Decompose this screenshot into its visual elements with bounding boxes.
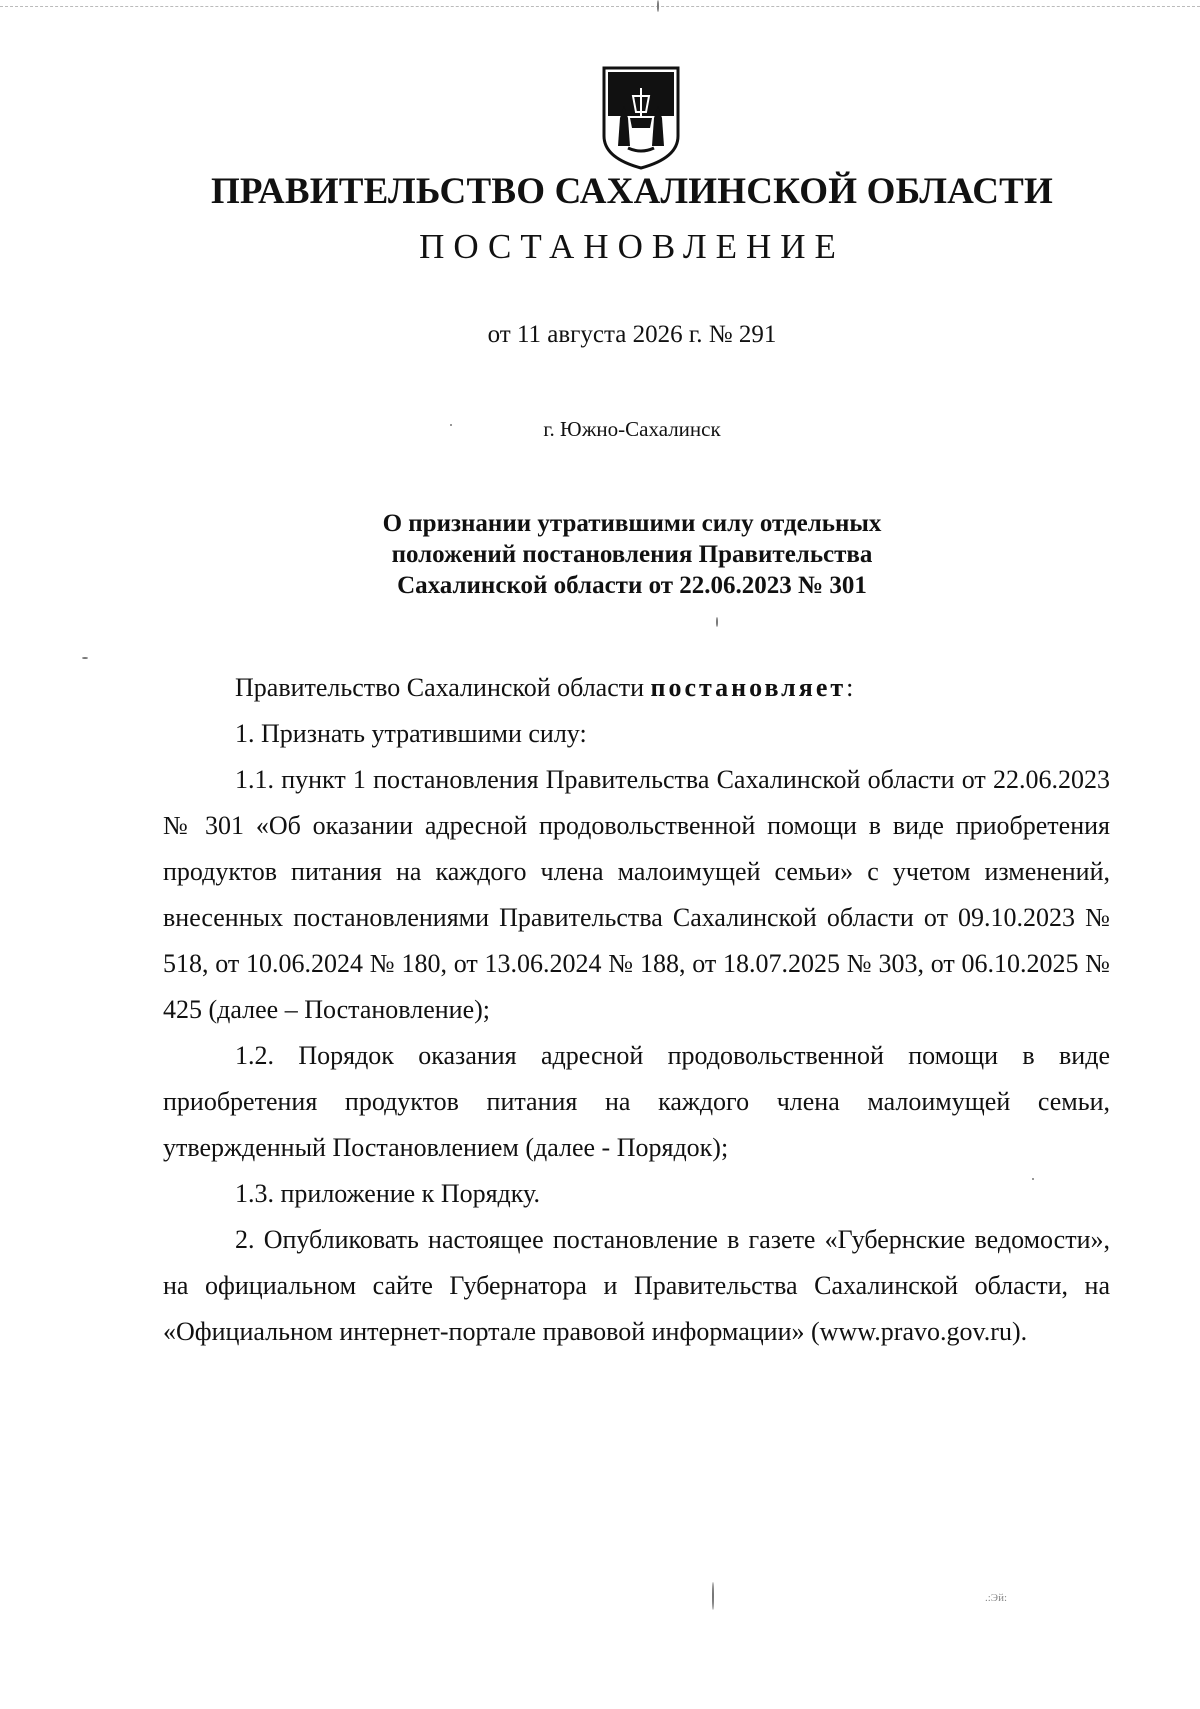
clause-paragraph: 1.1. пункт 1 постановления Правительства Сахалинской области от 22.06.2023 № 301 «Об оказании адресной продовольственной помощи в виде приобретения продуктов питания на каждого члена малоимущей семьи» с учетом изменений, внесенных постановлениями Правительства Сахалинской области от 09.10.2023 № 518, от 10.06.2024 № 180, от 13.06.2024 № 188, от 18.07.2025 № 303, от 06.10.2025 № 425 (далее – Постановление);: [163, 765, 1110, 1024]
scan-speck: [450, 424, 452, 426]
subject-line: Сахалинской области от 22.06.2023 № 301: [397, 572, 867, 599]
preamble-paragraph: [163, 665, 1110, 711]
document-city: г. Южно-Сахалинск: [543, 417, 721, 441]
document-type-heading: ПОСТАНОВЛЕНИЕ: [419, 227, 845, 266]
subject-line: положений постановления Правительства: [391, 541, 873, 568]
document-body: [163, 665, 1110, 1355]
scan-speck: [716, 617, 718, 627]
clause-paragraph: 1.3. приложение к Порядку.: [235, 1179, 540, 1208]
sakhalin-coat-of-arms-icon: [600, 66, 682, 170]
scan-speck: [712, 1582, 714, 1610]
scan-speck: [82, 657, 88, 659]
preamble-verb: постановляет: [650, 673, 847, 702]
clause-paragraph: 1.2. Порядок оказания адресной продовольственной помощи в виде приобретения продуктов питания на каждого члена малоимущей семьи, утвержденный Постановлением (далее - Порядок);: [163, 1041, 1110, 1162]
clause-paragraph: 1. Признать утратившими силу:: [235, 719, 587, 748]
scan-speck: [1032, 1178, 1034, 1180]
organization-title: ПРАВИТЕЛЬСТВО САХАЛИНСКОЙ ОБЛАСТИ: [210, 171, 1054, 212]
preamble-end: :: [846, 673, 854, 702]
scan-artifact-line: [0, 6, 1200, 7]
corner-scribble: .:Эй:: [985, 1592, 1008, 1604]
document-subject: [300, 508, 964, 601]
preamble-text: Правительство Сахалинской области: [235, 673, 651, 702]
document-date-number: от 11 августа 2026 г. № 291: [487, 321, 777, 348]
subject-line: О признании утратившими силу отдельных: [382, 510, 882, 537]
clause-paragraph: 2. Опубликовать настоящее постановление в газете «Губернские ведомости», на официальном сайте Губернатора и Правительства Сахалинской области, на «Официальном интернет-портале правовой информации» (www.pravo.gov.ru).: [163, 1225, 1110, 1346]
scan-speck: [657, 0, 659, 12]
